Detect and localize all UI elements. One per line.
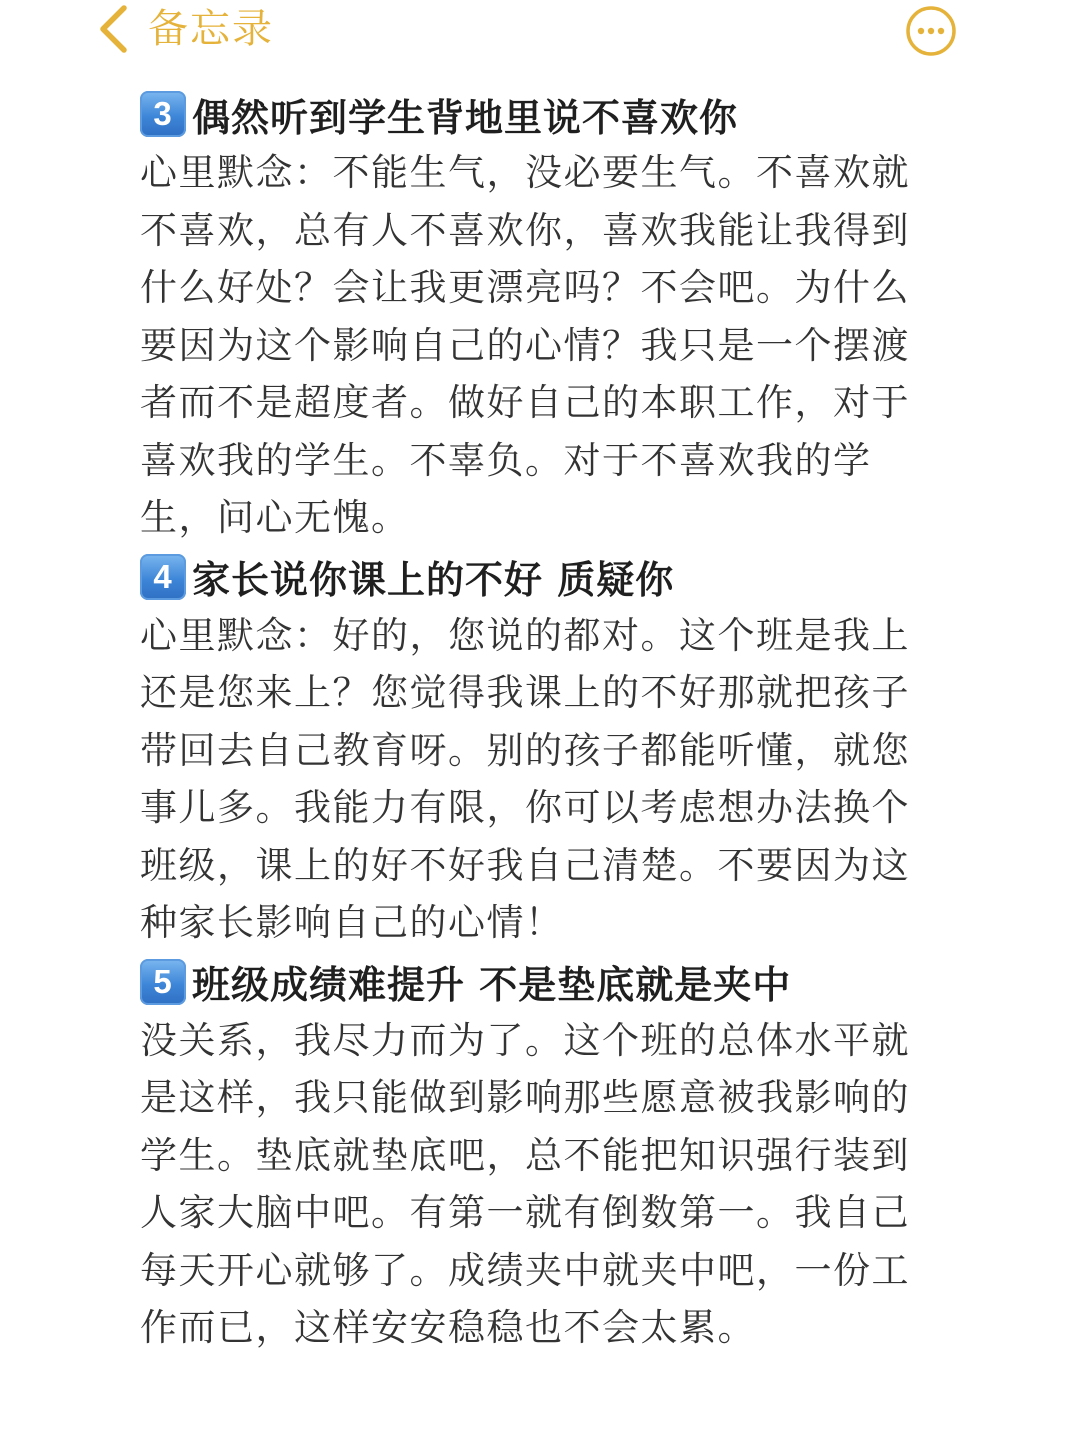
keycap-number-badge: 4 — [140, 554, 186, 600]
section-heading — [140, 547, 920, 607]
section-body: 没关系，我尽力而为了。这个班的总体水平就是这样，我只能做到影响那些愿意被我影响的学生。垫底就垫底吧，总不能把知识强行装到人家大脑中吧。有第一就有倒数第一。我自己每天开心就够了。成绩夹中就夹中吧，一份工作而已，这样安安稳稳也不会太累。 — [140, 1018, 910, 1349]
section-heading — [140, 952, 920, 1012]
navigation-bar — [0, 0, 1080, 62]
more-options-button[interactable] — [905, 5, 957, 57]
note-section-3 — [140, 84, 920, 547]
keycap-number-badge: 5 — [140, 959, 186, 1005]
note-content[interactable] — [140, 84, 920, 1357]
section-title: 班级成绩难提升 不是垫底就是夹中 — [192, 963, 792, 1007]
note-section-5 — [140, 952, 920, 1357]
section-title: 偶然听到学生背地里说不喜欢你 — [192, 95, 739, 140]
chevron-left-icon — [98, 5, 128, 53]
keycap-number-badge: 3 — [140, 91, 186, 137]
back-label: 备忘录 — [148, 6, 274, 52]
ellipsis-circle-icon — [905, 5, 957, 57]
section-body: 心里默念：不能生气，没必要生气。不喜欢就不喜欢，总有人不喜欢你，喜欢我能让我得到什么好处？会让我更漂亮吗？不会吧。为什么要因为这个影响自己的心情？我只是一个摆渡者而不是超度者。做好自己的本职工作，对于喜欢我的学生。不辜负。对于不喜欢我的学生，问心无愧。 — [140, 151, 910, 539]
note-section-4 — [140, 547, 920, 952]
back-button[interactable] — [98, 4, 274, 54]
section-heading — [140, 84, 920, 144]
section-title: 家长说你课上的不好 质疑你 — [192, 558, 675, 602]
section-body: 心里默念：好的，您说的都对。这个班是我上还是您来上？您觉得我课上的不好那就把孩子带回去自己教育呀。别的孩子都能听懂，就您事儿多。我能力有限，你可以考虑想办法换个班级，课上的好不好我自己清楚。不要因为这种家长影响自己的心情！ — [140, 613, 910, 944]
